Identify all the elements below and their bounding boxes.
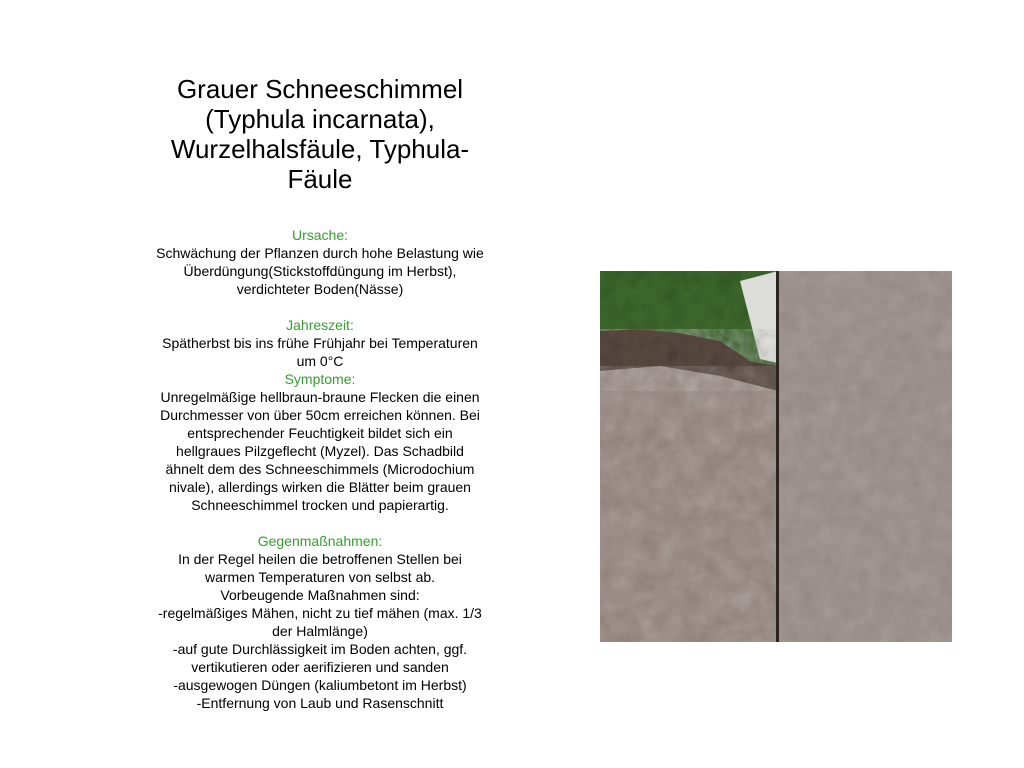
symptoms-text: entsprechender Feuchtigkeit bildet sich ein	[187, 425, 453, 441]
measures-text: Vorbeugende Maßnahmen sind:	[220, 587, 420, 603]
diseased-turf-photo	[600, 271, 952, 642]
season-text: Spätherbst bis ins frühe Frühjahr bei Temperaturen	[162, 335, 478, 351]
measures-text: -auf gute Durchlässigkeit im Boden achten, ggf.	[172, 641, 468, 657]
title-line: Fäule	[287, 164, 353, 194]
right-photo-panel	[779, 271, 952, 642]
measures-text: der Halmlänge)	[272, 623, 368, 639]
cause-text: verdichteter Boden(Nässe)	[236, 281, 404, 297]
title-line: Wurzelhalsfäule, Typhula-	[170, 134, 470, 164]
measures-text: -regelmäßiges Mähen, nicht zu tief mähen (max. 1/3	[158, 605, 482, 621]
symptoms-text: nivale), allerdings wirken die Blätter beim grauen	[169, 479, 471, 495]
title-line: Grauer Schneeschimmel	[176, 74, 464, 104]
slide-body	[130, 226, 510, 712]
cause-text: Schwächung der Pflanzen durch hohe Belastung wie	[156, 245, 484, 261]
slide-title	[140, 74, 500, 194]
measures-text: In der Regel heilen die betroffenen Stellen bei	[178, 551, 462, 567]
symptoms-text: Schneeschimmel trocken und papierartig.	[191, 497, 449, 513]
measures-text: -Entfernung von Laub und Rasenschnitt	[196, 695, 444, 711]
cause-text: Überdüngung(Stickstoffdüngung im Herbst),	[183, 263, 457, 279]
title-line: (Typhula incarnata),	[205, 104, 435, 134]
left-photo-panel	[600, 271, 778, 642]
symptoms-text: ähnelt dem des Schneeschimmels (Microdochium	[165, 461, 475, 477]
measures-text: -ausgewogen Düngen (kaliumbetont im Herbst)	[173, 677, 467, 693]
measures-text: vertikutieren oder aerifizieren und sanden	[191, 659, 449, 675]
symptoms-heading: Symptome:	[284, 371, 356, 387]
season-text: um 0°C	[296, 353, 344, 369]
symptoms-text: Unregelmäßige hellbraun-braune Flecken die einen	[160, 389, 480, 405]
measures-heading: Gegenmaßnahmen:	[257, 533, 383, 549]
measures-text: warmen Temperaturen von selbst ab.	[204, 569, 436, 585]
cause-heading: Ursache:	[291, 227, 349, 243]
season-heading: Jahreszeit:	[286, 317, 354, 333]
symptoms-text: hellgraues Pilzgeflecht (Myzel). Das Schadbild	[176, 443, 464, 459]
symptoms-text: Durchmesser von über 50cm erreichen können. Bei	[160, 407, 480, 423]
